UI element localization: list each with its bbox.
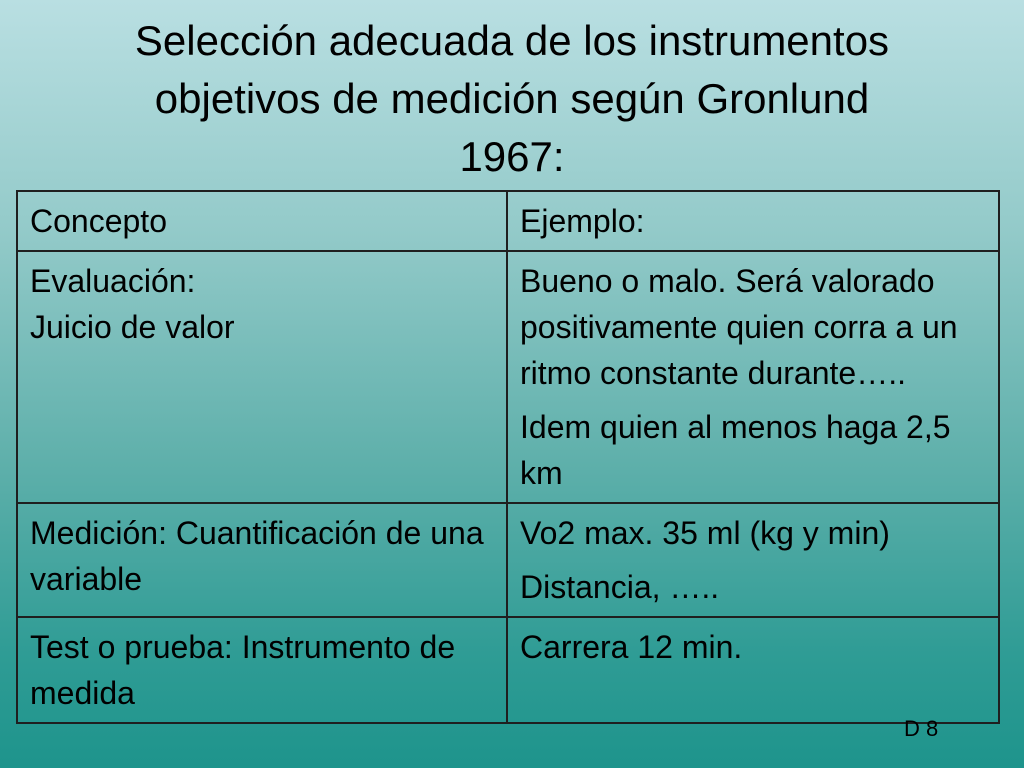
concept-cell bbox=[17, 251, 507, 503]
example-cell bbox=[507, 503, 999, 617]
concept-text: Juicio de valor bbox=[30, 309, 235, 345]
example-text: Carrera 12 min. bbox=[520, 629, 743, 665]
table-row bbox=[17, 617, 999, 723]
concept-text: Medición: Cuantificación de una variable bbox=[30, 515, 484, 597]
header-concepto: Concepto bbox=[17, 191, 507, 251]
title-line-1: Selección adecuada de los instrumentos bbox=[134, 17, 890, 64]
concept-cell bbox=[17, 503, 507, 617]
table-row bbox=[17, 503, 999, 617]
title-line-2: objetivos de medición según Gronlund bbox=[154, 75, 870, 122]
example-text: Bueno o malo. Será valorado positivamente quien corra a un ritmo constante durante….. bbox=[520, 263, 958, 391]
concept-text: Evaluación: bbox=[30, 263, 196, 299]
example-text: Vo2 max. 35 ml (kg y min) bbox=[520, 515, 890, 551]
concept-text: Test o prueba: Instrumento de medida bbox=[30, 629, 456, 711]
slide-number: D 8 bbox=[904, 716, 939, 741]
table-header-row bbox=[17, 191, 999, 251]
slide-title bbox=[30, 12, 994, 186]
header-ejemplo: Ejemplo: bbox=[507, 191, 999, 251]
concept-cell bbox=[17, 617, 507, 723]
table-row bbox=[17, 251, 999, 503]
example-text: Idem quien al menos haga 2,5 km bbox=[520, 409, 951, 491]
example-text: Distancia, ….. bbox=[520, 569, 720, 605]
concept-example-table bbox=[16, 190, 1000, 724]
example-cell bbox=[507, 251, 999, 503]
title-line-3: 1967: bbox=[459, 133, 565, 180]
example-cell bbox=[507, 617, 999, 723]
